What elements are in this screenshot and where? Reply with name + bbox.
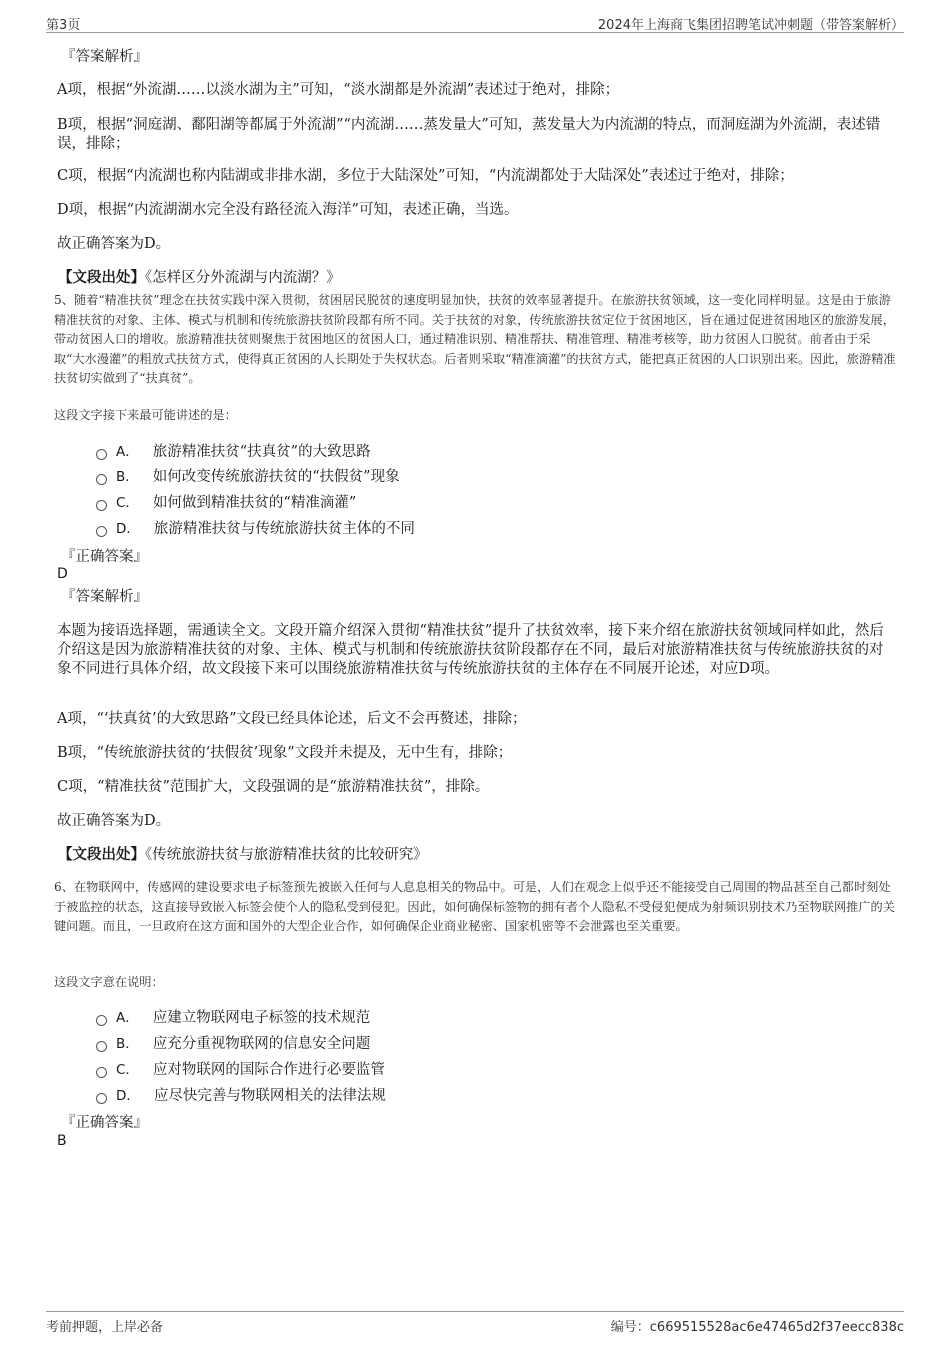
analysis-option-b: B项，根据“洞庭湖、鄱阳湖等都属于外流湖”“内流湖……蒸发量大”可知，蒸发量大为内流湖的特点，而洞庭湖为外流湖，表述错误，排除； [57,117,881,152]
question-6-option-c[interactable]: C． 应对物联网的国际合作进行必要监管 [96,1061,385,1080]
source-line [58,268,341,288]
question-5-option-b[interactable]: B． 如何改变传统旅游扶贫的“扶假贫”现象 [96,468,400,487]
radio-icon[interactable] [96,1015,107,1026]
conclusion: 故正确答案为D。 [57,813,171,829]
question-6-prompt: 这段文字意在说明： [54,975,164,989]
conclusion: 故正确答案为D。 [57,236,171,252]
page-header [46,10,904,33]
radio-icon[interactable] [96,1067,107,1078]
document-code: 编号：c669515528ac6e47465d2f37eecc838c [610,1320,904,1335]
question-5-option-d[interactable]: D． 旅游精准扶贫与传统旅游扶贫主体的不同 [96,520,415,539]
radio-icon[interactable] [96,1041,107,1052]
analysis-label: 『答案解析』 [61,589,148,605]
answer-value: B [57,1133,67,1149]
analysis-option-d: D项，根据“内流湖湖水完全没有路径流入海洋”可知，表述正确，当选。 [57,202,519,218]
source-title: 《传统旅游扶贫与旅游精准扶贫的比较研究》 [145,847,428,863]
radio-icon[interactable] [96,1093,107,1104]
question-6-passage: 6、在物联网中，传感网的建设要求电子标签预先被嵌入任何与人息息相关的物品中。可是，人们在观念上似乎还不能接受自己周围的物品甚至自己都时刻处于被监控的状态，这直接导致嵌入标签会使个人的隐私受到侵犯。因此，如何确保标签物的拥有者个人隐私不受侵犯便成为射频识别技术乃至物联网推广的关键问题。而且，一旦政府在这方面和国外的大型企业合作，如何确保企业商业秘密、国家机密等不会泄露也至关重要。 [54,880,895,933]
answer-label: 『正确答案』 [61,549,148,565]
source-line [58,845,428,865]
source-label: 【文段出处】 [58,269,145,286]
question-6-option-a[interactable]: A． 应建立物联网电子标签的技术规范 [96,1009,370,1028]
answer-value: D [57,566,68,582]
source-title: 《怎样区分外流湖与内流湖？》 [145,270,341,286]
analysis-body: 本题为接语选择题，需通读全文。文段开篇介绍深入贯彻“精准扶贫”提升了扶贫效率，接下来介绍在旅游扶贫领域同样如此，然后介绍这是因为旅游精准扶贫的对象、主体、模式与机制和传统旅游扶贫阶段都存在不同，最后对旅游精准扶贫与传统旅游扶贫的对象不同进行具体介绍，故文段接下来可以围绕旅游精准扶贫与传统旅游扶贫的主体存在不同展开论述，对应D项。 [57,623,884,677]
analysis-option-c: C项，根据“内流湖也称内陆湖或非排水湖，多位于大陆深处”可知，“内流湖都处于大陆深处”表述过于绝对，排除； [57,168,794,184]
analysis-option-c: C项，“精准扶贫”范围扩大，文段强调的是“旅游精准扶贫”，排除。 [57,779,490,795]
source-label: 【文段出处】 [58,846,145,863]
analysis-option-a: A项，“‘扶真贫’的大致思路”文段已经具体论述，后文不会再赘述，排除； [57,711,527,727]
question-6-option-b[interactable]: B． 应充分重视物联网的信息安全问题 [96,1035,370,1054]
question-6-option-d[interactable]: D． 应尽快完善与物联网相关的法律法规 [96,1087,386,1106]
radio-icon[interactable] [96,474,107,485]
radio-icon[interactable] [96,526,107,537]
question-5-option-a[interactable]: A． 旅游精准扶贫“扶真贫”的大致思路 [96,443,371,462]
question-5-option-c[interactable]: C． 如何做到精准扶贫的“精准滴灌” [96,494,356,513]
radio-icon[interactable] [96,500,107,511]
radio-icon[interactable] [96,449,107,460]
page-number: 第3页 [46,18,81,33]
answer-label: 『正确答案』 [61,1115,148,1131]
question-5-passage: 5、随着“精准扶贫”理念在扶贫实践中深入贯彻，贫困居民脱贫的速度明显加快，扶贫的效率显著提升。在旅游扶贫领域，这一变化同样明显。这是由于旅游精准扶贫的对象、主体、模式与机制和传统旅游扶贫阶段都有所不同。关于扶贫的对象，传统旅游扶贫定位于贫困地区，旨在通过促进贫困地区的旅游发展，带动贫困人口的增收。旅游精准扶贫则聚焦于贫困地区的贫困人口，通过精准识别、精准帮扶、精准管理、精准考核等，助力贫困人口脱贫。前者由于采取“大水漫灌”的粗放式扶贫方式，使得真正贫困的人长期处于失权状态。后者则采取“精准滴灌”的扶贫方式，能把真正贫困的人口识别出来。因此，旅游精准扶贫切实做到了“扶真贫”。 [54,293,896,385]
analysis-option-b: B项，“传统旅游扶贫的‘扶假贫’现象”文段并未提及，无中生有，排除； [57,745,513,761]
analysis-option-a: A项，根据“外流湖……以淡水湖为主”可知，“淡水湖都是外流湖”表述过于绝对，排除； [57,82,620,98]
analysis-label: 『答案解析』 [61,49,148,65]
question-5-prompt: 这段文字接下来最可能讲述的是： [54,408,237,422]
page-footer [46,1311,904,1336]
document-title: 2024年上海商飞集团招聘笔试冲刺题（带答案解析） [597,18,904,33]
footer-slogan: 考前押题，上岸必备 [46,1320,164,1335]
